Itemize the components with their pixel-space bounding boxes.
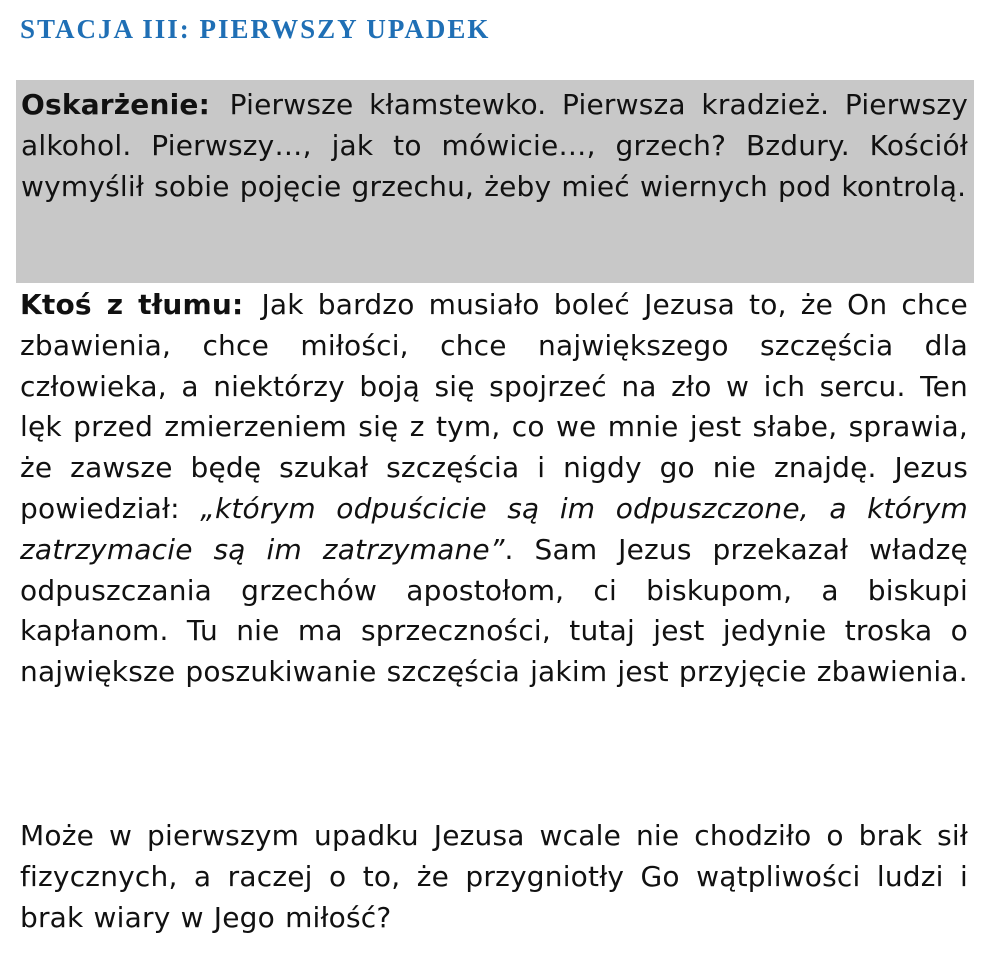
- page-title: STACJA III: PIERWSZY UPADEK: [20, 14, 491, 44]
- accusation-speaker-label: Oskarżenie:: [21, 88, 210, 121]
- crowd-paragraph: [20, 285, 968, 693]
- accusation-text: Pierwsze kłamstewko. Pierwsza kradzież. Pierwszy alkohol. Pierwszy…, jak to mówicie…, grzech? Bzdury. Kościół wymyślił sobie pojęcie grzechu, żeby mieć wiernych pod kontrolą.: [21, 88, 968, 203]
- crowd-text-before-quote: Jak bardzo musiało boleć Jezusa to, że On chce zbawienia, chce miłości, chce największego szczęścia dla człowieka, a niektórzy boją się spojrzeć na zło w ich sercu. Ten lęk przed zmierzeniem się z tym, co we mnie jest słabe, sprawia, że zawsze będę szukał szczęścia i nigdy go nie znajdę. Jezus powiedział:: [20, 288, 968, 525]
- accusation-box: [16, 80, 974, 283]
- reflection-paragraph: Może w pierwszym upadku Jezusa wcale nie chodziło o brak sił fizycznych, a raczej o to, że przygniotły Go wątpliwości ludzi i brak wiary w Jego miłość?: [20, 819, 968, 934]
- accusation-paragraph: [21, 85, 968, 207]
- crowd-text-after-quote: . Sam Jezus przekazał władzę odpuszczania grzechów apostołom, ci biskupom, a biskupi kapłanom. Tu nie ma sprzeczności, tutaj jest jedynie troska o największe poszukiwanie szczęścia jakim jest przyjęcie zbawienia.: [20, 532, 968, 689]
- gospel-quote: „którym odpuścicie są im odpuszczone, a którym zatrzymacie są im zatrzymane”: [20, 491, 968, 566]
- crowd-speaker-label: Ktoś z tłumu:: [20, 288, 244, 321]
